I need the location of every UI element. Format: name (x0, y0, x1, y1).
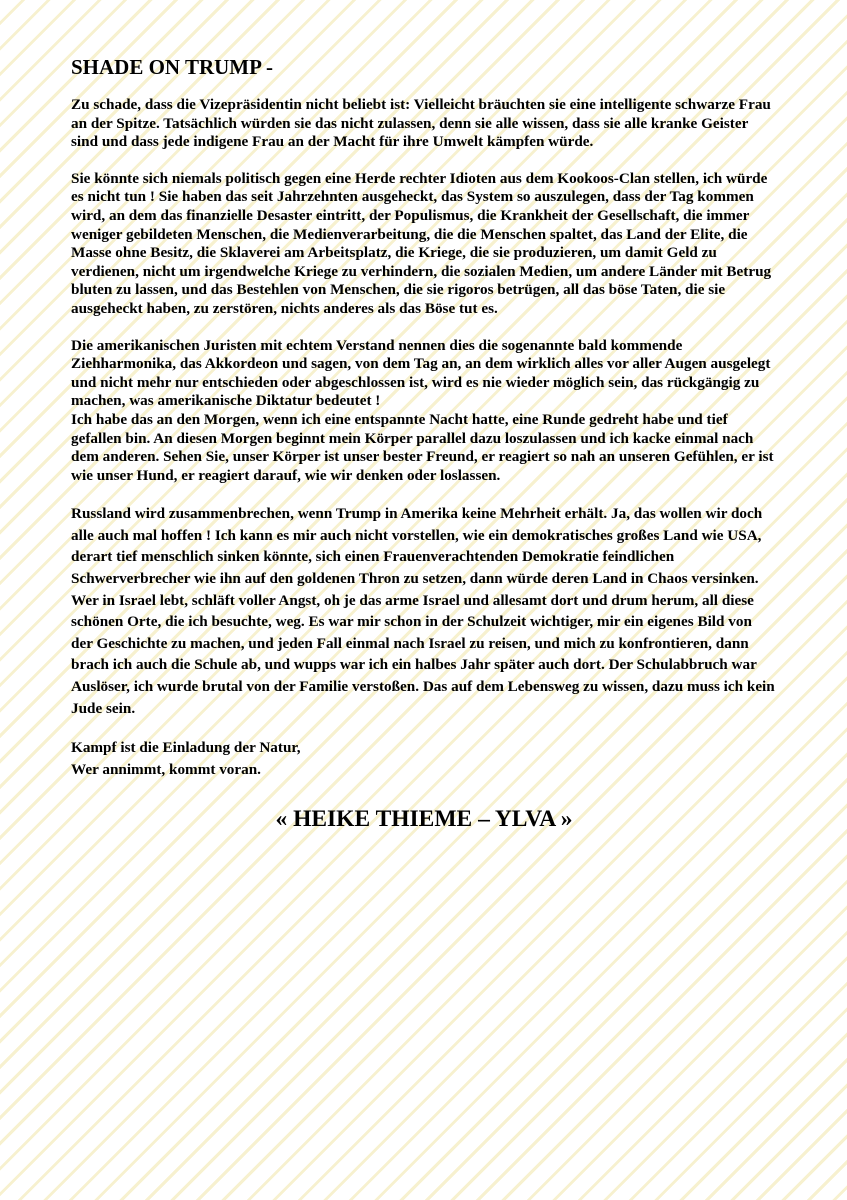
paragraph-political-system: Sie könnte sich niemals politisch gegen eine Herde rechter Idioten aus dem Kookoos-Clan stellen, ich würde es nicht tun ! Sie haben das seit Jahrzehnten ausgeheckt, das System so auszulegen, dass der Tag kommen wird, an dem das finanzielle Desaster eintritt, der Populismus, die Krankheit der Gesellschaft, die immer weniger gebildeten Menschen, die Medienverarbeitung, die die Menschen spaltet, das Land der Elite, die Masse ohne Besitz, die Sklaverei am Arbeitsplatz, die Kriege, die sie produzieren, um damit Geld zu verdienen, nicht um irgendwelche Kriege zu verhindern, die sozialen Medien, um andere Länder mit Betrug bluten zu lassen, und das Bestehlen von Menschen, die sie rigoros betrügen, all das böse Taten, die sie ausgeheckt haben, zu zerstören, nichts anderes als das Böse tut es. (71, 169, 772, 317)
paragraph-accordion: Die amerikanischen Juristen mit echtem Verstand nennen dies die sogenannte bald kommende Ziehharmonika, das Akkordeon und sagen, von dem Tag an, an dem wirklich alles vor aller Augen ausgelegt und nicht mehr nur entschieden oder abgeschlossen ist, wird es nie wieder möglich sein, das rückgängig zu machen, was amerikanische Diktatur bedeutet ! (71, 336, 771, 410)
paragraph-russland-israel: Russland wird zusammenbrechen, wenn Trump in Amerika keine Mehrheit erhält. Ja, das wollen wir doch alle auch mal hoffen ! Ich kann es mir auch nicht vorstellen, wie ein demokratisches großes Land wie USA, derart tief menschlich sinken könnte, sich einen Frauenverachtenden Demokratie feindlichen Schwerverbrecher wie ihn auf den goldenen Thron zu setzen, dann würde deren Land in Chaos versinken. Wer in Israel lebt, schläft voller Angst, oh je das arme Israel und allesamt dort und drum herum, all diese schönen Orte, die ich besuchte, weg. Es war mir schon in der Schulzeit wichtiger, mir ein eigenes Bild von der Geschichte zu machen, und jeden Fall einmal nach Israel zu reisen, und mich zu konfrontieren, dann brach ich auch die Schule ab, und wupps war ich ein halbes Jahr später auch dort. Der Schulabbruch war Auslöser, ich wurde brutal von der Familie verstoßen. Das auf dem Lebensweg zu wissen, dazu muss ich kein Jude sein. (71, 505, 775, 717)
document-title: SHADE ON TRUMP - (71, 55, 274, 79)
author-signature: « HEIKE THIEME – YLVA » (275, 806, 573, 833)
paragraph-vice-president: Zu schade, dass die Vizepräsidentin nicht beliebt ist: Vielleicht bräuchten sie eine intelligente schwarze Frau an der Spitze. Tatsächlich würden sie das nicht zulassen, denn sie alle wissen, dass sie alle kranke Geister sind und dass jede indigene Frau an der Macht für ihre Umwelt kämpfen würde. (71, 96, 771, 151)
closing-line-2: Wer annimmt, kommt voran. (71, 761, 261, 779)
closing-line-1: Kampf ist die Einladung der Natur, (71, 739, 301, 757)
closing-quote (71, 737, 777, 781)
document-page (71, 54, 777, 833)
paragraph-morning-body: Ich habe das an den Morgen, wenn ich eine entspannte Nacht hatte, eine Runde gedreht habe und tief gefallen bin. An diesen Morgen beginnt mein Körper parallel dazu loszulassen und ich kacke einmal nach dem anderen. Sehen Sie, unser Körper ist unser bester Freund, er reagiert so nah an unseren Gefühlen, er ist wie unser Hund, er reagiert darauf, wie wir denken oder loslassen. (71, 410, 774, 484)
